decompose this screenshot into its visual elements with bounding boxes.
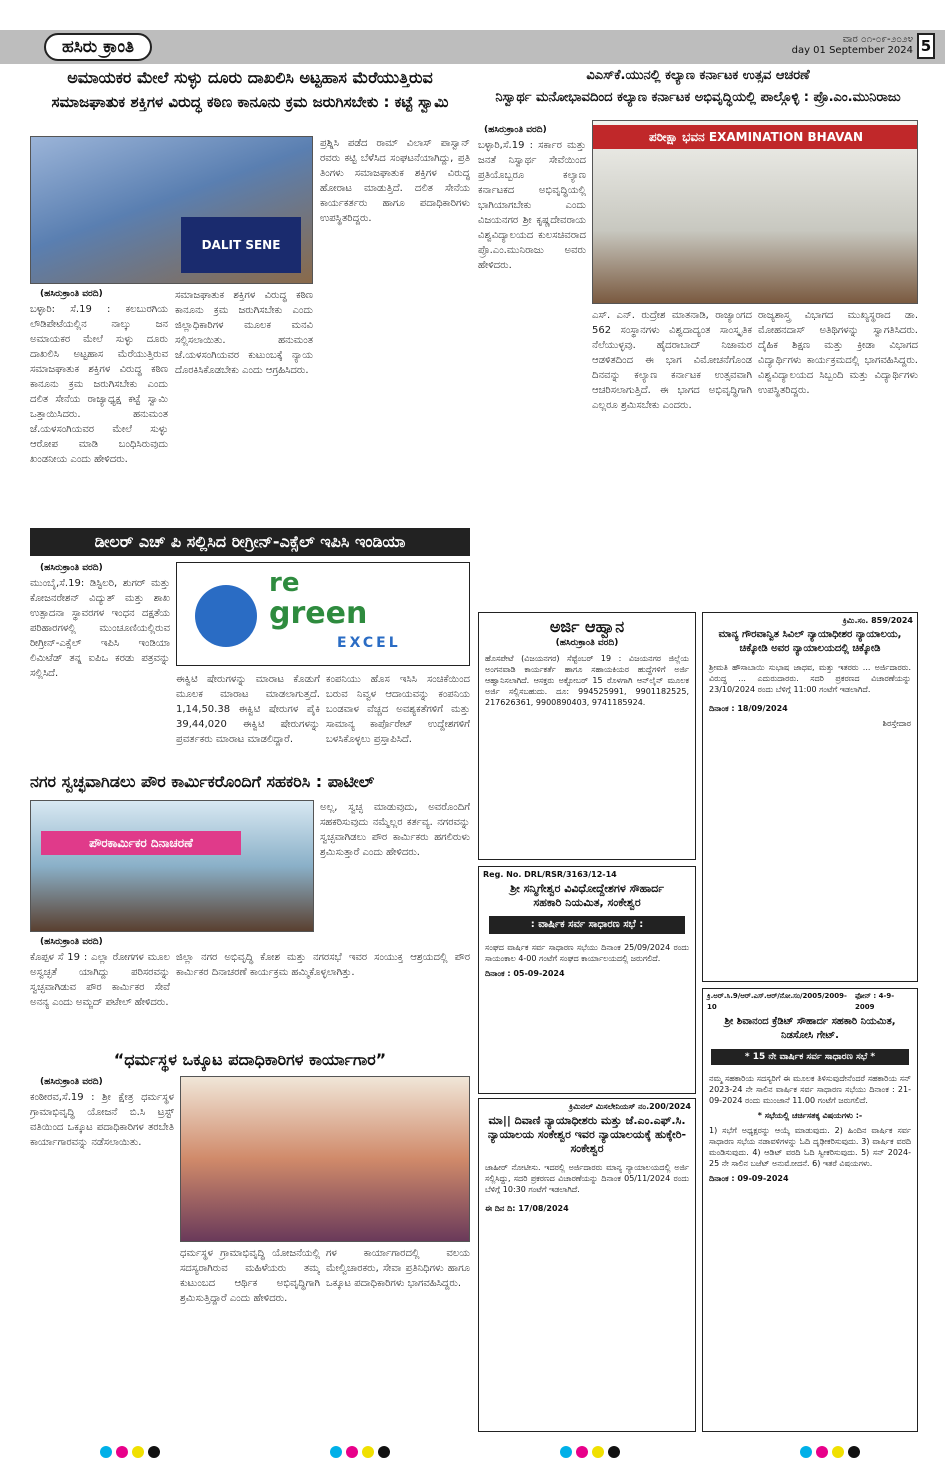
notice-reg-title-1: ಶ್ರೀ ಸನ್ಮಿಗೇಶ್ವರ ವಿವಿಧೋದ್ದೇಶಗಳ ಸೌಹಾರ್ದ	[510, 882, 664, 895]
cyan-dot-icon	[100, 1446, 112, 1458]
notice-souharda-body: ನಮ್ಮ ಸಹಕಾರಿಯ ಸದಸ್ಯರಿಗೆ ಈ ಮೂಲಕ ತಿಳಿಸುವುದೇನೆಂದರೆ ಸಹಕಾರಿಯ ಸನ್ 2023-24 ನೇ ಸಾಲಿನ ವಾರ್ಷಿಕ ಸರ್ವ ಸಾಧಾರಣ ಸಭೆಯು ದಿನಾಂಕ : 21-09-2024 ರಂದು ಮುಂಜಾನೆ 11.00 ಗಂಟೆಗೆ ಜರುಗಲಿದೆ.	[709, 1074, 911, 1105]
notice-court1-title-2: ಚಿಕ್ಕೋಡಿ ಅವರ ನ್ಯಾಯಾಲಯದಲ್ಲಿ ಚಿಕ್ಕೋಡಿ	[739, 643, 881, 654]
notice-souharda-phone: ಫೋನ್ : 4-9-2009	[854, 992, 895, 1011]
story5-body-col1: ಕಂಠೀರವ,ಸೆ.19 : ಶ್ರೀ ಕ್ಷೇತ್ರ ಧರ್ಮಸ್ಥಳ ಗ್ರಾಮಾಭಿವೃದ್ಧಿ ಯೋಜನೆ ಬಿ.ಸಿ ಟ್ರಸ್ಟ್ ವತಿಯಿಂದ ಒಕ್ಕೂಟ ಪದಾಧಿಕಾರಿಗಳ ತರಬೇತಿ ಕಾರ್ಯಾಗಾರವನ್ನು ನಡೆಸಲಾಯಿತು.	[30, 1092, 174, 1148]
story5-headline: “ಧರ್ಮಸ್ಥಳ ಒಕ್ಕೂಟ ಪದಾಧಿಕಾರಿಗಳ ಕಾರ್ಯಾಗಾರ”	[113, 1050, 387, 1069]
story2-headline-2: ನಿಸ್ವಾರ್ಥ ಮನೋಭಾವದಿಂದ ಕಲ್ಯಾಣ ಕರ್ನಾಟಕ ಅಭಿವೃದ್ಧಿಯಲ್ಲಿ ಪಾಲ್ಗೊಳ್ಳಿ : ಪ್ರೊ.ಎಂ.ಮುನಿರಾಜು	[495, 90, 901, 105]
magenta-dot-icon	[346, 1446, 358, 1458]
story4-headline: ನಗರ ಸ್ವಚ್ಛವಾಗಿಡಲು ಪೌರ ಕಾರ್ಮಿಕರೊಂದಿಗೆ ಸಹಕರಿಸಿ : ಪಾಟೀಲ್	[30, 772, 375, 791]
story1-byline: (ಹಸಿರುಕ್ರಾಂತಿ ವರದಿ)	[40, 289, 103, 299]
story4-body-col2: ಕೊಪ್ಪಳ ಸೆ 19 : ಎಲ್ಲಾ ರೋಗಗಳ ಮೂಲ ಅಸ್ವಚ್ಛತೆ ಯಾಗಿದ್ದು ಪರಿಸರವನ್ನು ಸ್ವಚ್ಛವಾಗಿಡುವ ಪೌರ ಕಾರ್ಮಿಕರ ಸೇವೆ ಅನನ್ಯ ಎಂದು ಅಮ್ಜದ್ ಪಟೇಲ್ ಹೇಳಿದರು.	[30, 952, 170, 1008]
dalit-sene-banner: DALIT SENE	[181, 217, 301, 273]
pourakarmika-banner: ಪೌರಕಾರ್ಮಿಕರ ದಿನಾಚರಣೆ	[41, 831, 241, 855]
story3-body-col3: ಕಂಪನಿಯು ಹೊಸ ಇಸಿಸಿ ಸಂಚಿಕೆಯಿಂದ ಬರುವ ನಿವ್ವಳ ಆದಾಯವನ್ನು ಕಂಪನಿಯ ಬಂಡವಾಳ ವೆಚ್ಚದ ಅವಶ್ಯಕತೆಗಳಿಗೆ ಮತ್ತು ಸಾಮಾನ್ಯ ಕಾರ್ಪೊರೇಟ್ ಉದ್ದೇಶಗಳಿಗೆ ಬಳಸಿಕೊಳ್ಳಲು ಪ್ರಸ್ತಾಪಿಸಿದೆ.	[326, 674, 470, 745]
notice-souharda-agenda: 1) ಸಭೆಗೆ ಅಧ್ಯಕ್ಷರನ್ನು ಆಯ್ಕೆ ಮಾಡುವುದು. 2) ಹಿಂದಿನ ವಾರ್ಷಿಕ ಸರ್ವ ಸಾಧಾರಣ ಸಭೆಯ ನಡಾವಳಿಗಳನ್ನು ಓದಿ ದೃಢೀಕರಿಸುವುದು. 3) ವಾರ್ಷಿಕ ವರದಿ ಮಂಡಿಸುವುದು. 4) ಆಡಿಟ್ ವರದಿ ಓದಿ ಸ್ವೀಕರಿಸುವುದು. 5) ಸನ್ 2024-25 ನೇ ಸಾಲಿನ ಬಜೆಟ್ ಅನುಮೋದನೆ. 6) ಇತರೆ ವಿಷಯಗಳು.	[709, 1126, 911, 1168]
notice-court1-box	[702, 612, 918, 982]
notice-arji-title: ಅರ್ಜಿ ಆಹ್ವಾನ	[549, 617, 625, 636]
date-kannada: ವಾರ ೦೧-೦೯-೨೦೨೪	[842, 34, 913, 45]
story2-body-col1: ಬಳ್ಳಾರಿ,ಸೆ.19 : ಸರ್ಕಾರ ಮತ್ತು ಜನತೆ ನಿಸ್ವಾರ್ಥ ಸೇವೆಯಿಂದ ಪ್ರತಿಯೊಬ್ಬರೂ ಕಲ್ಯಾಣ ಕರ್ನಾಟಕದ ಅಭಿವೃದ್ಧಿಯಲ್ಲಿ ಭಾಗಿಯಾಗಬೇಕು ಎಂದು ವಿಜಯನಗರ ಶ್ರೀ ಕೃಷ್ಣದೇವರಾಯ ವಿಶ್ವವಿದ್ಯಾಲಯದ ಕುಲಸಚಿವರಾದ ಪ್ರೊ.ಎಂ.ಮುನಿರಾಜು ಅವರು ಹೇಳಿದರು.	[478, 140, 586, 271]
story1-body-col3: ಪ್ರಶ್ನಿಸಿ ಪಡೆದ ರಾಮ್ ವಿಲಾಸ್ ಪಾಸ್ವಾನ್ ರವರು ಕಟ್ಟಿ ಬೆಳೆಸಿದ ಸಂಘಟನೆಯಾಗಿದ್ದು, ಪ್ರತಿ ತಿಂಗಳು ಸಮಾಜಘಾತುಕ ಶಕ್ತಿಗಳ ವಿರುದ್ಧ ಹೋರಾಟ ಮಾಡುತ್ತಿದೆ. ದಲಿತ ಸೇನೆಯ ಕಾರ್ಯಕರ್ತರು ಹಾಗೂ ಪದಾಧಿಕಾರಿಗಳು ಉಪಸ್ಥಿತರಿದ್ದರು.	[320, 138, 470, 224]
cyan-dot-icon	[330, 1446, 342, 1458]
notice-souharda-meeting: * 15 ನೇ ವಾರ್ಷಿಕ ಸರ್ವ ಸಾಧಾರಣ ಸಭೆ *	[711, 1049, 909, 1065]
notice-souharda-header	[703, 989, 917, 1015]
story1-body-col1: ಬಳ್ಳಾರಿ: ಸೆ.19 : ಕಲಬುರಗಿಯ ಲೌಡಿಪೇಟೆಯಲ್ಲಿನ ನಾಲ್ಕು ಜನ ಅಮಾಯಕರ ಮೇಲೆ ಸುಳ್ಳು ದೂರು ದಾಖಲಿಸಿ ಅಟ್ಟಹಾಸ ಮೆರೆಯುತ್ತಿರುವ ಸಮಾಜಘಾತುಕ ಶಕ್ತಿಗಳ ವಿರುದ್ಧ ಕಠಿಣ ಕಾನೂನು ಕ್ರಮ ಜರುಗಿಸಬೇಕು ಎಂದು ದಲಿತ ಸೇನೆಯ ರಾಜ್ಯಾಧ್ಯಕ್ಷ ಕಟ್ಟೆ ಸ್ವಾಮಿ ಒತ್ತಾಯಿಸಿದರು. ಹನುಮಂತ ಜೆ.ಯಳಸಂಗಿಯವರ ಮೇಲೆ ಸುಳ್ಳು ಆರೋಪ ಮಾಡಿ ಬಂಧಿಸಿರುವುದು ಖಂಡನೀಯ ಎಂದು ಹೇಳಿದರು.	[30, 304, 168, 465]
notice-reg-meeting: : ವಾರ್ಷಿಕ ಸರ್ವ ಸಾಧಾರಣ ಸಭೆ :	[489, 916, 685, 934]
page-number: 5	[917, 33, 935, 59]
story1-body-col2: ಸಮಾಜಘಾತುಕ ಶಕ್ತಿಗಳ ವಿರುದ್ಧ ಕಠಿಣ ಕಾನೂನು ಕ್ರಮ ಜರುಗಿಸಬೇಕು ಎಂದು ಜಿಲ್ಲಾಧಿಕಾರಿಗಳ ಮೂಲಕ ಮನವಿ ಸಲ್ಲಿಸಲಾಯಿತು. ಹನುಮಂತ ಜೆ.ಯಳಸಂಗಿಯವರ ಕುಟುಂಬಕ್ಕೆ ನ್ಯಾಯ ದೊರಕಿಸಿಕೊಡಬೇಕು ಎಂದು ಆಗ್ರಹಿಸಿದರು.	[175, 290, 313, 376]
registration-marks-1	[100, 1446, 162, 1458]
cyan-dot-icon	[560, 1446, 572, 1458]
date-english: day 01 September 2024	[791, 45, 913, 56]
story1-photo	[30, 136, 313, 284]
examination-bhavan-sign: ಪರೀಕ್ಷಾ ಭವನ EXAMINATION BHAVAN	[593, 125, 918, 149]
notice-arji-body: ಹೊಸಪೇಟೆ (ವಿಜಯನಗರ) ಸೆಪ್ಟೆಂಬರ್ 19 : ವಿಜಯನಗರ ಜಿಲ್ಲೆಯ ಅಂಗನವಾಡಿ ಕಾರ್ಯಕರ್ತೆ ಹಾಗೂ ಸಹಾಯಕಿಯರ ಹುದ್ದೆಗಳಿಗೆ ಅರ್ಜಿ ಆಹ್ವಾನಿಸಲಾಗಿದೆ. ಆಸಕ್ತರು ಅಕ್ಟೋಬರ್ 15 ರೊಳಗಾಗಿ ಆನ್‌ಲೈನ್ ಮೂಲಕ ಅರ್ಜಿ ಸಲ್ಲಿಸಬಹುದು. ದೂ: 994525991, 9901182525, 217626361, 9900890403, 9741185924.	[485, 654, 689, 707]
story2-byline: (ಹಸಿರುಕ್ರಾಂತಿ ವರದಿ)	[484, 125, 547, 135]
black-dot-icon	[378, 1446, 390, 1458]
notice-souharda-box	[702, 988, 918, 1432]
notice-souharda-title: ಶ್ರೀ ಶಿವಾನಂದ ಕ್ರೆಡಿಟ್ ಸೌಹಾರ್ದ ಸಹಕಾರಿ ನಿಯಮಿತ, ನಿಡಸೋಸಿ ಗೇಟ್.	[724, 1016, 896, 1041]
yellow-dot-icon	[132, 1446, 144, 1458]
registration-marks-3	[560, 1446, 622, 1458]
notice-souharda-reg-no: ಕ್ರಿ.ಅರ್.ಸಿ.9/ಆರ್.ಎಸ್.ಆರ್/ನೋ.ಸಂ/2005/2009-10	[707, 992, 847, 1011]
cyan-dot-icon	[800, 1446, 812, 1458]
regreen-logo-green: green	[269, 596, 368, 631]
black-dot-icon	[848, 1446, 860, 1458]
story2-body-col3: ರಾಜ್ಯಶಾಸ್ತ್ರ ವಿಭಾಗದ ಮುಖ್ಯಸ್ಥರಾದ ಡಾ. ಮೋಹನದಾಸ್ ಅತಿಥಿಗಳನ್ನು ಸ್ವಾಗತಿಸಿದರು. ದೈಹಿಕ ಶಿಕ್ಷಣ ಮತ್ತು ಕ್ರೀಡಾ ವಿಭಾಗದ ವಿದ್ಯಾರ್ಥಿಗಳು ಕಾರ್ಯಕ್ರಮದಲ್ಲಿ ಭಾಗವಹಿಸಿದ್ದರು. ವಿಶ್ವವಿದ್ಯಾಲಯದ ಸಿಬ್ಬಂದಿ ಮತ್ತು ವಿದ್ಯಾರ್ಥಿಗಳು ಉಪಸ್ಥಿತರಿದ್ದರು.	[758, 310, 918, 396]
notice-souharda-agenda-title: * ಸಭೆಯಲ್ಲಿ ಚರ್ಚಿಸತಕ್ಕ ವಿಷಯಗಳು :-	[757, 1111, 863, 1120]
regreen-emblem-icon	[195, 585, 257, 647]
yellow-dot-icon	[832, 1446, 844, 1458]
notice-reg-box	[478, 866, 696, 1094]
notice-court2-date: ಈ ದಿನ ದಿ: 17/08/2024	[485, 1204, 569, 1213]
notice-souharda-date: ದಿನಾಂಕ : 09-09-2024	[709, 1174, 789, 1183]
dateline	[792, 34, 913, 56]
registration-marks-4	[800, 1446, 862, 1458]
yellow-dot-icon	[592, 1446, 604, 1458]
regreen-logo-excel: EXCEL	[337, 635, 401, 651]
notice-reg-body: ಸಂಘದ ವಾರ್ಷಿಕ ಸರ್ವ ಸಾಧಾರಣ ಸಭೆಯು ದಿನಾಂಕ 25/09/2024 ರಂದು ಸಾಯಂಕಾಲ 4-00 ಗಂಟೆಗೆ ಸಂಘದ ಕಾರ್ಯಾಲಯದಲ್ಲಿ ಜರುಗಲಿದೆ.	[485, 943, 689, 963]
story5-body-col3: ಗಳ ಕಾರ್ಯಾಗಾರದಲ್ಲಿ ವಲಯ ಮೇಲ್ವಿಚಾರಕರು, ಸೇವಾ ಪ್ರತಿನಿಧಿಗಳು ಹಾಗೂ ಒಕ್ಕೂಟ ಪದಾಧಿಕಾರಿಗಳು ಭಾಗವಹಿಸಿದ್ದರು.	[326, 1248, 470, 1289]
magenta-dot-icon	[816, 1446, 828, 1458]
story2-headline-1: ವಿಎಸ್‌ಕೆ.ಯುನಲ್ಲಿ ಕಲ್ಯಾಣ ಕರ್ನಾಟಕ ಉತ್ಸವ ಆಚರಣೆ	[586, 68, 810, 83]
masthead: ಹಸಿರು ಕ್ರಾಂತಿ	[44, 33, 152, 61]
notice-court1-title-1: ಮಾನ್ಯ ಗೌರವಾನ್ವಿತ ಸಿವಿಲ್ ನ್ಯಾಯಾಧೀಶರ ನ್ಯಾಯಾಲಯ,	[718, 629, 902, 640]
story4-body-col3: ಜಿಲ್ಲಾ ನಗರ ಅಭಿವೃದ್ಧಿ ಕೋಶ ಮತ್ತು ನಗರಸಭೆ ಇವರ ಸಂಯುಕ್ತ ಆಶ್ರಯದಲ್ಲಿ ಪೌರ ಕಾರ್ಮಿಕರ ದಿನಾಚರಣೆ ಕಾರ್ಯಕ್ರಮ ಹಮ್ಮಿಕೊಳ್ಳಲಾಗಿತ್ತು.	[176, 952, 470, 978]
story2-body-col2: ಎಸ್. ಎನ್. ರುದ್ರೇಶ ಮಾತನಾಡಿ, ರಾಜ್ಯಾಂಗದ 562 ಸಂಸ್ಥಾನಗಳು ವಿಶ್ವದಾದ್ಯಂತ ಸಾಂಸ್ಕೃತಿಕ ನೆಲೆಯುಳ್ಳವು. ಹೈದರಾಬಾದ್ ನಿಜಾಮರ ಆಡಳಿತದಿಂದ ಈ ಭಾಗ ವಿಮೋಚನೆಗೊಂಡ ದಿನವನ್ನು ಕಲ್ಯಾಣ ಕರ್ನಾಟಕ ಉತ್ಸವವಾಗಿ ಆಚರಿಸಲಾಗುತ್ತಿದೆ. ಈ ಭಾಗದ ಅಭಿವೃದ್ಧಿಗಾಗಿ ಎಲ್ಲರೂ ಶ್ರಮಿಸಬೇಕು ಎಂದರು.	[592, 310, 752, 411]
yellow-dot-icon	[362, 1446, 374, 1458]
notice-court1-case-no: ಕ್ರಿಮಿ.ಸಂ. 859/2024	[842, 616, 913, 625]
notice-court1-date: ದಿನಾಂಕ : 18/09/2024	[709, 704, 788, 713]
black-dot-icon	[148, 1446, 160, 1458]
regreen-logo	[176, 562, 470, 666]
black-dot-icon	[608, 1446, 620, 1458]
notice-reg-no: Reg. No. DRL/RSR/3163/12-14	[483, 870, 617, 879]
notice-court2-case-no: ಕ್ರಿಮಿನಲ್ ಮಿಸಲೇನಿಯಸ್ ನಂ.200/2024	[569, 1102, 691, 1111]
notice-court2-box	[478, 1098, 696, 1432]
notice-arji-byline: (ಹಸಿರುಕ್ರಾಂತಿ ವರದಿ)	[555, 638, 619, 648]
regreen-logo-re: re	[269, 568, 300, 598]
story5-byline: (ಹಸಿರುಕ್ರಾಂತಿ ವರದಿ)	[40, 1077, 103, 1087]
notice-reg-date: ದಿನಾಂಕ : 05-09-2024	[485, 969, 565, 978]
story5-body-col2: ಧರ್ಮಸ್ಥಳ ಗ್ರಾಮಾಭಿವೃದ್ಧಿ ಯೋಜನೆಯಲ್ಲಿ ಸದಸ್ಯರಾಗಿರುವ ಮಹಿಳೆಯರು ತಮ್ಮ ಕುಟುಂಬದ ಆರ್ಥಿಕ ಅಭಿವೃದ್ಧಿಗಾಗಿ ಶ್ರಮಿಸುತ್ತಿದ್ದಾರೆ ಎಂದು ಹೇಳಿದರು.	[180, 1248, 320, 1304]
magenta-dot-icon	[116, 1446, 128, 1458]
story5-photo	[180, 1076, 470, 1242]
story4-byline: (ಹಸಿರುಕ್ರಾಂತಿ ವರದಿ)	[40, 937, 103, 947]
story3-body-col2: ಈಕ್ವಿಟಿ ಷೇರುಗಳನ್ನು ಮಾರಾಟ ಕೊಡುಗೆ ಮೂಲಕ ಮಾರಾಟ ಮಾಡಲಾಗುತ್ತದೆ. 1,14,50.38 ಈಕ್ವಿಟಿ ಷೇರುಗಳ ಪೈಕಿ 39,44,020 ಈಕ್ವಿಟಿ ಷೇರುಗಳನ್ನು ಪ್ರವರ್ತಕರು ಮಾರಾಟ ಮಾಡಲಿದ್ದಾರೆ.	[176, 674, 320, 745]
magenta-dot-icon	[576, 1446, 588, 1458]
story1-headline-2: ಸಮಾಜಘಾತುಕ ಶಕ್ತಿಗಳ ವಿರುದ್ಧ ಕಠಿಣ ಕಾನೂನು ಕ್ರಮ ಜರುಗಿಸಬೇಕು : ಕಟ್ಟೆ ಸ್ವಾಮಿ	[51, 93, 449, 111]
story3-headline: ಡೀಲರ್ ಎಚ್ ಪಿ ಸಲ್ಲಿಸಿದ ರೀಗ್ರೀನ್-ಎಕ್ಸೆಲ್ ಇಪಿಸಿ ಇಂಡಿಯಾ	[30, 528, 470, 556]
story2-photo	[592, 120, 918, 304]
story4-photo	[30, 800, 314, 932]
story3-byline: (ಹಸಿರುಕ್ರಾಂತಿ ವರದಿ)	[40, 563, 103, 573]
notice-reg-title-2: ಸಹಕಾರಿ ನಿಯಮಿತ, ಸಂಕೇಶ್ವರ	[533, 896, 641, 909]
story4-body-col1: ಅಲ್ಲ, ಸ್ವಚ್ಛ ಮಾಡುವುದು, ಅವರೊಂದಿಗೆ ಸಹಕರಿಸುವುದು ನಮ್ಮೆಲ್ಲರ ಕರ್ತವ್ಯ. ನಗರವನ್ನು ಸ್ವಚ್ಛವಾಗಿಡಲು ಪೌರ ಕಾರ್ಮಿಕರು ಹಗಲಿರುಳು ಶ್ರಮಿಸುತ್ತಾರೆ ಎಂದು ಹೇಳಿದರು.	[320, 802, 470, 858]
registration-marks-2	[330, 1446, 392, 1458]
notice-court1-body: ಶ್ರೀಮತಿ ಹೌಸಾಬಾಯಿ ಸುಭಾಷ ಜಾಧವ, ಮತ್ತು ಇತರರು ... ಅರ್ಜಿದಾರರು. ವಿರುದ್ಧ ... ಎದುರುದಾರರು. ಸದರಿ ಪ್ರಕರಣದ ವಿಚಾರಣೆಯನ್ನು 23/10/2024 ರಂದು ಬೆಳಿಗ್ಗೆ 11:00 ಗಂಟೆಗೆ ಇಡಲಾಗಿದೆ.	[709, 663, 911, 694]
notice-court1-sign: ಶಿರಸ್ತೇದಾರ	[882, 719, 911, 728]
story1-headline-1: ಅಮಾಯಕರ ಮೇಲೆ ಸುಳ್ಳು ದೂರು ದಾಖಲಿಸಿ ಅಟ್ಟಹಾಸ ಮೆರೆಯುತ್ತಿರುವ	[67, 68, 433, 87]
story3-body-col1: ಮುಂಬೈ,ಸೆ.19: ಡಿಸ್ಟಿಲರಿ, ಶುಗರ್ ಮತ್ತು ಕೋಜನರೇಶನ್ ವಿದ್ಯುತ್ ಮತ್ತು ಶಾಖ ಉತ್ಪಾದನಾ ಸ್ಥಾವರಗಳ ಇಂಧನ ದಕ್ಷತೆಯ ಪರಿಹಾರಗಳಲ್ಲಿ ಮುಂಚೂಣಿಯಲ್ಲಿರುವ ರೀಗ್ರೀನ್-ಎಕ್ಸೆಲ್ ಇಪಿಸಿ ಇಂಡಿಯಾ ಲಿಮಿಟೆಡ್ ತನ್ನ ಐಪಿಒ ಕರಡು ಪತ್ರವನ್ನು ಸಲ್ಲಿಸಿದೆ.	[30, 578, 170, 679]
notice-court2-title: ಮಾ|| ದಿವಾಣಿ ನ್ಯಾಯಾಧೀಶರು ಮತ್ತು ಜೆ.ಎಂ.ಎಫ್.ಸಿ. ನ್ಯಾಯಾಲಯ ಸಂಕೇಶ್ವರ ಇವರ ನ್ಯಾಯಾಲಯಕ್ಕೆ ಹುಕ್ಕೇರಿ-ಸಂಕೇಶ್ವರ	[487, 1114, 687, 1155]
notice-arji-box	[478, 612, 696, 860]
notice-court2-body: ಜಾಹೀರ್ ನೋಟೀಸು. ಇದರಲ್ಲಿ ಅರ್ಜಿದಾರರು ಮಾನ್ಯ ನ್ಯಾಯಾಲಯದಲ್ಲಿ ಅರ್ಜಿ ಸಲ್ಲಿಸಿದ್ದು, ಸದರಿ ಪ್ರಕರಣದ ವಿಚಾರಣೆಯನ್ನು ದಿನಾಂಕ 05/11/2024 ರಂದು ಬೆಳಿಗ್ಗೆ 10:30 ಗಂಟೆಗೆ ಇಡಲಾಗಿದೆ.	[485, 1163, 689, 1194]
